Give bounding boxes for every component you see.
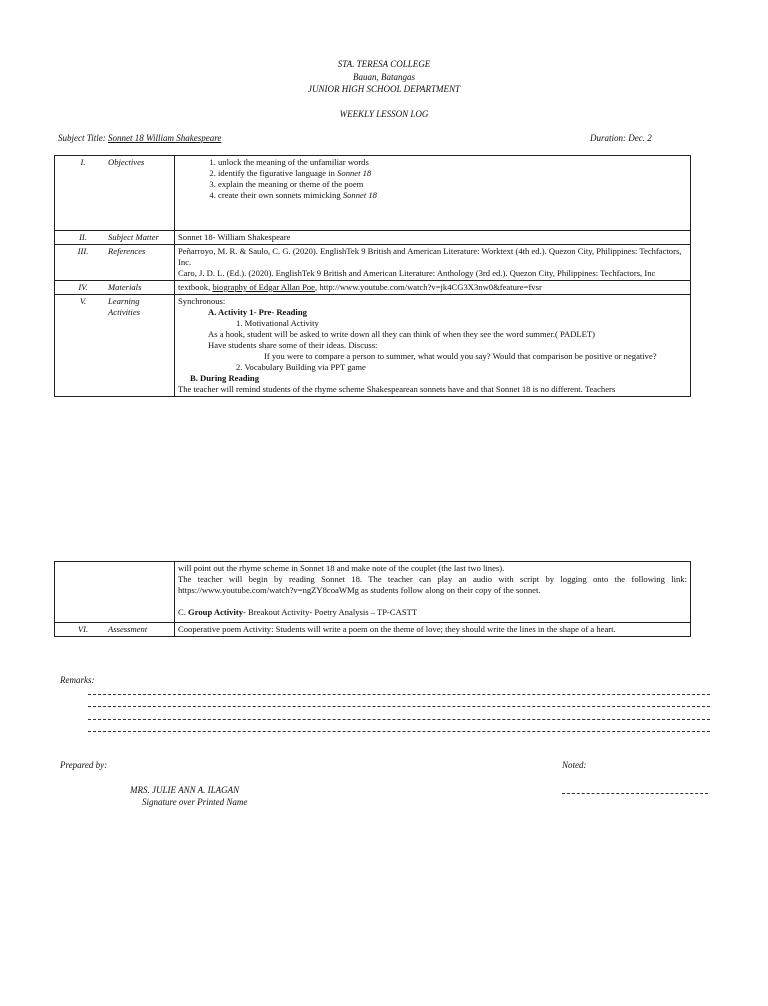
subject-value: Sonnet 18 William Shakespeare xyxy=(108,133,222,143)
motivational-activity: 1. Motivational Activity xyxy=(236,318,319,328)
subject-matter-label: Subject Matter xyxy=(108,232,159,242)
vocabulary-building: 2. Vocabulary Building via PPT game xyxy=(236,362,366,372)
during-reading-heading: B. During Reading xyxy=(190,373,260,383)
subject-matter-value: Sonnet 18- William Shakespeare xyxy=(175,231,691,245)
noted-signature-line xyxy=(562,793,708,794)
subject-line xyxy=(58,133,221,143)
references-label: References xyxy=(108,246,146,256)
objective-item: 2. identify the figurative language in Sonnet 18 xyxy=(218,168,687,179)
synchronous-label: Synchronous: xyxy=(178,296,226,306)
subject-label: Subject Title: xyxy=(58,133,106,143)
materials-label: Materials xyxy=(108,282,142,292)
rhyme-scheme-text: will point out the rhyme scheme in Sonnet 18 and make note of the couplet (the last two lines). xyxy=(178,563,505,573)
row-assessment: VI. Assessment Cooperative poem Activity: Students will write a poem on the theme of love; they should write the lines in the shape of a heart. xyxy=(55,623,691,637)
during-reading-text: The teacher will remind students of the rhyme scheme Shakespearean sonnets have and that Sonnet 18 is no different. Teachers xyxy=(178,384,616,394)
share-text: Have students share some of their ideas. Discuss: xyxy=(208,340,378,350)
activity-a-heading: A. Activity 1- Pre- Reading xyxy=(208,307,307,317)
hook-text: As a hook, student will be asked to write down all they can think of when they see the word summer.( PADLET) xyxy=(208,329,596,339)
lesson-log-table-continued xyxy=(54,561,691,637)
remarks-line xyxy=(88,694,710,695)
row-references: III. References Peñarroyo, M. R. & Saulo, C. G. (2020). EnglishTek 9 British and American Literature: Worktext (4th ed.). Quezon City, Philippines: Techfactors, Inc. Caro, J. D. L. (Ed.). (2020). EnglishTek 9 British and American Literature: Anthology (3rd ed.). Quezon City, Philippines: Techfactors, Inc xyxy=(55,245,691,281)
remarks-line xyxy=(88,731,710,732)
assessment-value: Cooperative poem Activity: Students will write a poem on the theme of love; they should write the lines in the shape of a heart. xyxy=(175,623,691,637)
video-url: , http://www.youtube.com/watch?v=jk4CG3X3nw0&feature=fvsr xyxy=(315,282,542,292)
remarks-line xyxy=(88,706,710,707)
row-learning-activities: V. Learning Activities Synchronous: A. Activity 1- Pre- Reading 1. Motivational Activity As a hook, student will be asked to write down all they can think of when they see the word summer.( PADLET) Have students share some of their ideas. Discuss: If you were to compare a person to summer, what would you say? Would that comparison be positive or negative? 2. Vocabulary Building via PPT game B. During Reading The teacher will remind students of the rhyme scheme Shakespearean sonnets have and that Sonnet 18 is no different. Teachers xyxy=(55,295,691,397)
biography-link[interactable]: biography of Edgar Allan Poe xyxy=(212,282,316,292)
remarks-line xyxy=(88,719,710,720)
prepared-by-label: Prepared by: xyxy=(60,760,108,770)
document-title: WEEKLY LESSON LOG xyxy=(339,109,429,119)
assessment-label: Assessment xyxy=(108,624,148,634)
reference-1: Peñarroyo, M. R. & Saulo, C. G. (2020). EnglishTek 9 British and American Literature: Worktext (4th ed.). Quezon City, Philippines: Techfactors, Inc. xyxy=(178,246,682,267)
discussion-question: If you were to compare a person to summer, what would you say? Would that comparison be positive or negative? xyxy=(264,351,657,361)
row-materials: IV. Materials textbook, biography of Edgar Allan Poe, http://www.youtube.com/watch?v=jk4CG3X3nw0&feature=fvsr xyxy=(55,281,691,295)
teacher-name: MRS. JULIE ANN A. ILAGAN xyxy=(130,785,240,795)
school-location: Bauan, Batangas xyxy=(353,72,415,82)
department-name: JUNIOR HIGH SCHOOL DEPARTMENT xyxy=(308,84,460,94)
group-activity: C. Group Activity- Breakout Activity- Poetry Analysis – TP-CASTT xyxy=(178,607,418,617)
school-name: STA. TERESA COLLEGE xyxy=(337,59,431,69)
duration: Duration: Dec. 2 xyxy=(590,133,652,143)
row-learning-activities-continued xyxy=(55,562,691,623)
objectives-list xyxy=(178,157,687,201)
remarks-label: Remarks: xyxy=(60,675,95,685)
reference-2: Caro, J. D. L. (Ed.). (2020). EnglishTek 9 British and American Literature: Anthology (3rd ed.). Quezon City, Philippines: Techfactors, Inc xyxy=(178,268,656,278)
objective-item: 3. explain the meaning or theme of the poem xyxy=(218,179,687,190)
signature-caption: Signature over Printed Name xyxy=(142,797,248,807)
objective-item: 4. create their own sonnets mimicking Sonnet 18 xyxy=(218,190,687,201)
learning-activities-label: Learning Activities xyxy=(108,296,140,317)
row-objectives xyxy=(55,156,691,231)
row-subject-matter: II. Subject Matter Sonnet 18- William Shakespeare xyxy=(55,231,691,245)
objective-item: 1. unlock the meaning of the unfamiliar words xyxy=(218,157,687,168)
objectives-label: Objectives xyxy=(108,157,145,167)
reading-text: The teacher will begin by reading Sonnet 18. The teacher can play an audio with script by logging onto the following link: https://www.youtube.com/watch?v=ngZY8coaWMg as students follow along on their copy of the sonnet. xyxy=(178,574,687,595)
noted-label: Noted: xyxy=(562,760,587,770)
objectives-num: I. xyxy=(80,157,86,167)
lesson-log-table xyxy=(54,155,691,397)
